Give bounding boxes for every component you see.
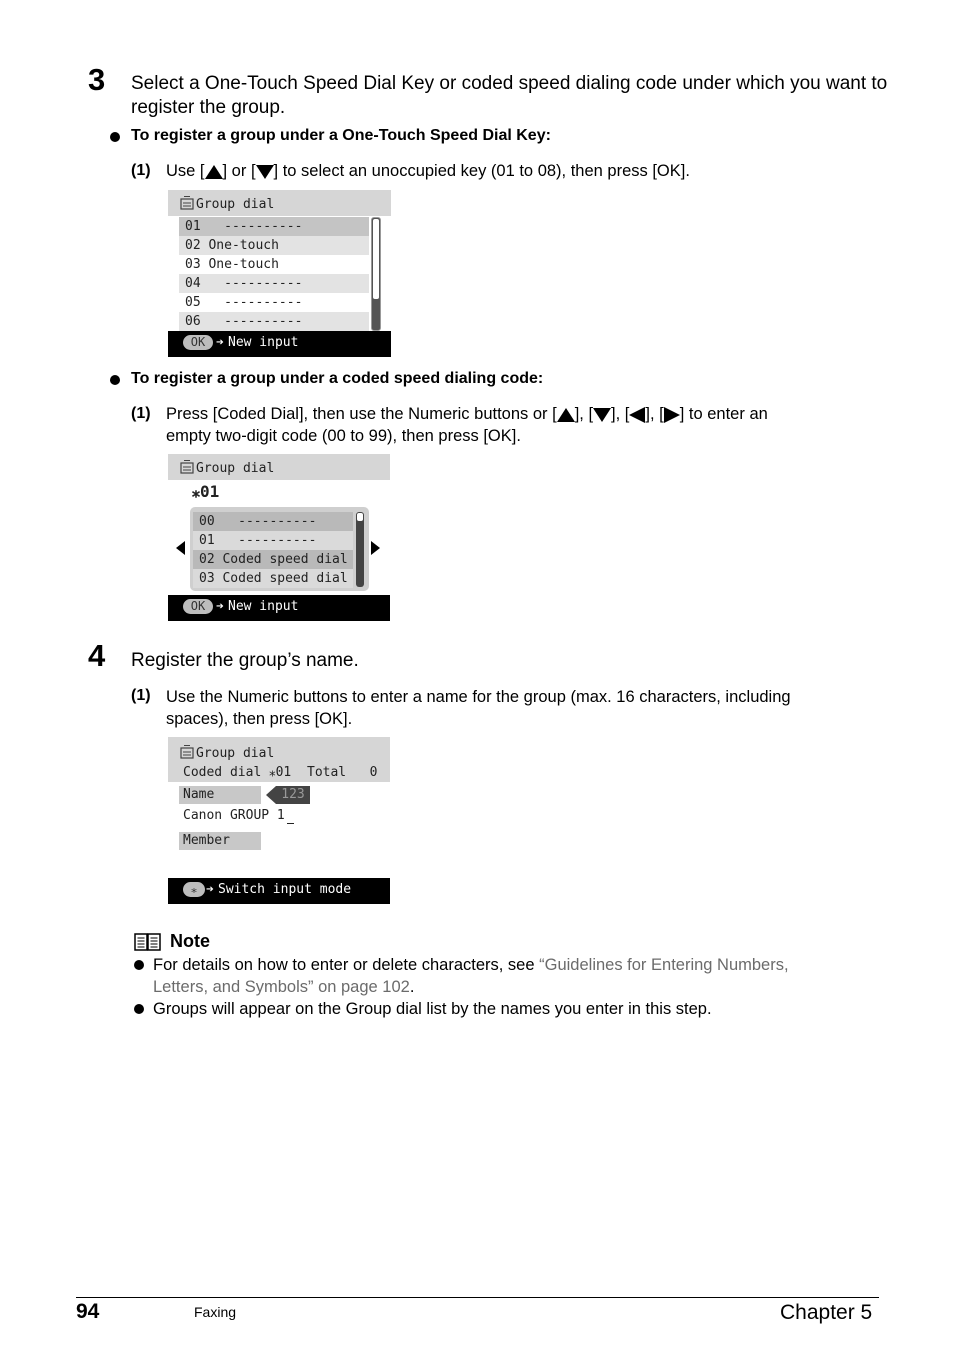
substep-text-name: Use the Numeric buttons to enter a name for the group (max. 16 characters, including bbox=[166, 688, 791, 706]
lcd-footer-text: New input bbox=[228, 599, 299, 614]
scrollbar-thumb bbox=[357, 513, 363, 521]
star-button-icon: ⁎ bbox=[183, 882, 205, 897]
lcd-list-item bbox=[179, 293, 369, 312]
bullet-dot bbox=[110, 132, 120, 142]
item-code: 02 bbox=[185, 238, 201, 253]
lcd-title-bar bbox=[168, 737, 390, 782]
name-label: Name bbox=[179, 786, 261, 804]
lcd-screen-name-entry bbox=[168, 737, 390, 904]
item-code: 05 bbox=[185, 295, 201, 310]
step-4-text: Register the group’s name. bbox=[131, 650, 359, 671]
ok-button-icon: OK bbox=[183, 599, 213, 614]
lcd-list-item bbox=[193, 569, 353, 588]
name-value bbox=[183, 808, 294, 824]
item-label: Coded speed dial bbox=[222, 571, 348, 586]
lcd-list-item bbox=[179, 217, 369, 236]
note-title: Note bbox=[170, 931, 210, 951]
footer-rule bbox=[76, 1297, 879, 1298]
group-dial-icon bbox=[180, 460, 194, 474]
lcd-screen-one-touch bbox=[168, 190, 391, 357]
substep-text-one-touch bbox=[166, 160, 690, 182]
bullet-dot bbox=[134, 960, 144, 970]
item-label: ---------- bbox=[224, 276, 303, 291]
item-code: 02 bbox=[199, 552, 215, 567]
item-label: One-touch bbox=[208, 257, 279, 272]
total-label: Total 0 bbox=[307, 765, 378, 780]
text-part: ], [ bbox=[645, 405, 664, 423]
lcd-title: Group dial bbox=[196, 197, 275, 212]
up-arrow-icon bbox=[205, 165, 223, 179]
step-3-text: Select a One-Touch Speed Dial Key or coded speed dialing code under which you want to register the group. bbox=[131, 73, 888, 118]
right-arrow-icon bbox=[664, 407, 680, 423]
item-code: 00 bbox=[199, 514, 215, 529]
lcd-footer bbox=[168, 331, 391, 357]
lcd-title: Group dial bbox=[196, 461, 275, 476]
group-dial-icon bbox=[180, 196, 194, 210]
section-name: Faxing bbox=[194, 1304, 237, 1320]
step-number-3: 3 bbox=[88, 62, 106, 97]
lcd-footer-text: Switch input mode bbox=[218, 882, 352, 897]
item-code: 01 bbox=[185, 219, 201, 234]
item-label: ---------- bbox=[224, 314, 303, 329]
code-entry: ⁎01 bbox=[192, 482, 220, 501]
substep-text-coded-line2: empty two-digit code (00 to 99), then press [OK]. bbox=[166, 427, 521, 445]
bullet-heading-coded: To register a group under a coded speed dialing code: bbox=[131, 370, 544, 387]
text-part: ] or [ bbox=[222, 162, 256, 180]
note-book-icon bbox=[134, 932, 162, 952]
item-code: 03 bbox=[199, 571, 215, 586]
coded-dial-label: Coded dial ⁎01 bbox=[183, 765, 292, 780]
item-code: 01 bbox=[199, 533, 215, 548]
item-code: 03 bbox=[185, 257, 201, 272]
lcd-list-item bbox=[179, 255, 369, 274]
left-arrow-icon bbox=[629, 407, 645, 423]
arrow-right-icon: ➔ bbox=[206, 882, 214, 897]
lcd-footer bbox=[168, 595, 390, 621]
down-arrow-icon bbox=[593, 408, 611, 422]
chapter-label: Chapter 5 bbox=[780, 1301, 873, 1324]
down-arrow-icon bbox=[256, 165, 274, 179]
item-label: ---------- bbox=[224, 219, 303, 234]
text-part: . bbox=[409, 978, 415, 996]
ok-button-icon: OK bbox=[183, 335, 213, 350]
substep-number: (1) bbox=[131, 687, 151, 704]
note-item-2: Groups will appear on the Group dial list by the names you enter in this step. bbox=[153, 1000, 712, 1018]
lcd-title-bar bbox=[168, 454, 390, 480]
scrollbar-thumb bbox=[373, 219, 379, 299]
mode-pointer-icon bbox=[266, 786, 276, 804]
item-code: 06 bbox=[185, 314, 201, 329]
page-number: 94 bbox=[76, 1300, 100, 1323]
lcd-footer bbox=[168, 878, 390, 904]
arrow-right-icon: ➔ bbox=[216, 335, 224, 350]
item-label: One-touch bbox=[208, 238, 279, 253]
left-arrow-icon bbox=[176, 541, 185, 555]
lcd-scrollbar bbox=[356, 512, 364, 587]
text-part: ], [ bbox=[574, 405, 594, 423]
bullet-heading-one-touch: To register a group under a One-Touch Speed Dial Key: bbox=[131, 127, 551, 144]
bullet-dot bbox=[110, 375, 120, 385]
substep-text-coded bbox=[166, 403, 768, 425]
text-part: For details on how to enter or delete characters, see bbox=[153, 956, 540, 974]
substep-number: (1) bbox=[131, 405, 151, 422]
text-cursor bbox=[287, 808, 294, 824]
group-dial-icon bbox=[180, 745, 194, 759]
item-label: ---------- bbox=[224, 295, 303, 310]
guidelines-link-cont[interactable]: Letters, and Symbols” on page 102 bbox=[153, 978, 410, 996]
substep-text-name-line2: spaces), then press [OK]. bbox=[166, 710, 353, 728]
member-label: Member bbox=[179, 832, 261, 850]
note-item-1 bbox=[153, 954, 873, 998]
text-part: ] to enter an bbox=[679, 405, 768, 423]
up-arrow-icon bbox=[557, 408, 575, 422]
lcd-list-item bbox=[193, 550, 353, 569]
text-part: Press [Coded Dial], then use the Numeric buttons or [ bbox=[166, 405, 557, 423]
lcd-footer-text: New input bbox=[228, 335, 299, 350]
item-label: ---------- bbox=[238, 533, 317, 548]
lcd-list-item bbox=[179, 236, 369, 255]
text-part: Use [ bbox=[166, 162, 205, 180]
guidelines-link[interactable]: “Guidelines for Entering Numbers, bbox=[539, 956, 789, 974]
bullet-dot bbox=[134, 1004, 144, 1014]
lcd-list-item bbox=[179, 274, 369, 293]
item-label: ---------- bbox=[238, 514, 317, 529]
right-arrow-icon bbox=[371, 541, 380, 555]
lcd-list-item bbox=[193, 512, 353, 531]
text-part: ], [ bbox=[611, 405, 630, 423]
item-label: Coded speed dial bbox=[222, 552, 348, 567]
item-code: 04 bbox=[185, 276, 201, 291]
lcd-title: Group dial bbox=[196, 746, 275, 761]
arrow-right-icon: ➔ bbox=[216, 599, 224, 614]
substep-number: (1) bbox=[131, 162, 151, 179]
lcd-screen-coded bbox=[168, 454, 390, 621]
lcd-list-item bbox=[179, 312, 369, 331]
step-number-4: 4 bbox=[88, 638, 106, 673]
lcd-title-bar bbox=[168, 190, 391, 216]
name-text: Canon GROUP 1 bbox=[183, 808, 285, 823]
input-mode-indicator: 123 bbox=[276, 786, 310, 804]
text-part: ] to select an unoccupied key (01 to 08), then press [OK]. bbox=[273, 162, 690, 180]
lcd-scrollbar bbox=[371, 217, 381, 331]
lcd-list-item bbox=[193, 531, 353, 550]
